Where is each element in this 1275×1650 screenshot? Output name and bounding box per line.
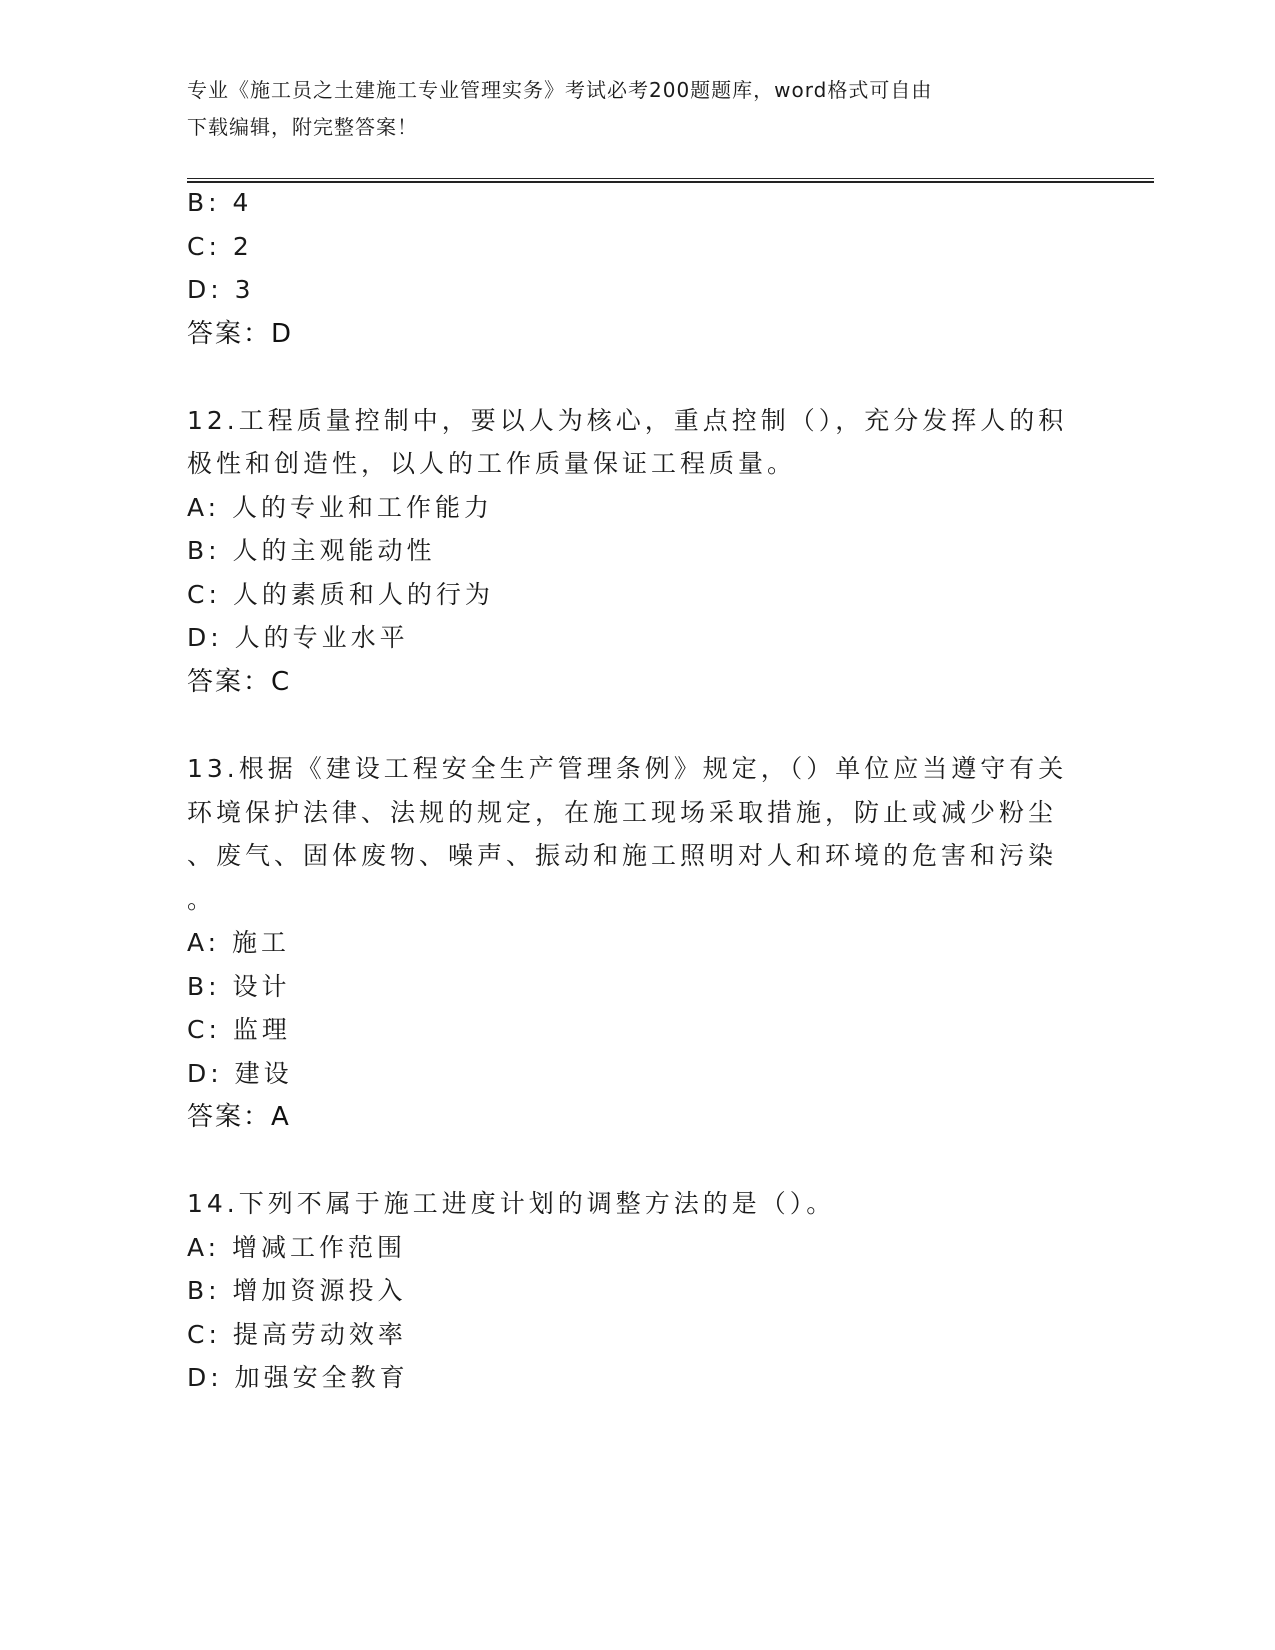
q12-stem-line-1: 12.工程质量控制中，要以人为核心，重点控制（），充分发挥人的积	[187, 406, 1068, 435]
header-divider	[187, 178, 1154, 183]
q13-option-c: C: 监理	[187, 1015, 291, 1044]
q14-option-a: A: 增减工作范围	[187, 1233, 407, 1262]
header-title-line-1: 专业《施工员之土建施工专业管理实务》考试必考200题题库，word格式可自由	[187, 78, 933, 102]
q14-option-b: B: 增加资源投入	[187, 1276, 407, 1305]
q12-stem-line-2: 极性和创造性，以人的工作质量保证工程质量。	[187, 449, 797, 478]
q13-stem-line-3: 、废气、固体废物、噪声、振动和施工照明对人和环境的危害和污染	[187, 841, 1058, 870]
q13-stem-line-2: 环境保护法律、法规的规定，在施工现场采取措施，防止或减少粉尘	[187, 798, 1058, 827]
header-title-line-2: 下载编辑，附完整答案！	[187, 115, 418, 139]
q13-option-b: B: 设计	[187, 972, 291, 1001]
q12-answer: 答案：C	[187, 667, 292, 697]
q14-option-d: D: 加强安全教育	[187, 1363, 409, 1392]
q11-option-c: C: 2	[187, 232, 253, 261]
q13-stem-line-1: 13.根据《建设工程安全生产管理条例》规定，（）单位应当遵守有关	[187, 754, 1068, 783]
q13-answer: 答案：A	[187, 1102, 291, 1132]
q13-option-a: A: 施工	[187, 928, 291, 957]
q11-option-b: B: 4	[187, 188, 253, 217]
q12-option-c: C: 人的素质和人的行为	[187, 580, 494, 609]
q12-option-d: D: 人的专业水平	[187, 623, 409, 652]
q13-stem-line-4: 。	[187, 885, 217, 914]
q11-answer: 答案：D	[187, 319, 294, 349]
q14-option-c: C: 提高劳动效率	[187, 1320, 407, 1349]
q12-option-a: A: 人的专业和工作能力	[187, 493, 494, 522]
q12-option-b: B: 人的主观能动性	[187, 536, 436, 565]
q13-option-d: D: 建设	[187, 1059, 293, 1088]
page-header	[187, 72, 1067, 146]
q14-stem-line-1: 14.下列不属于施工进度计划的调整方法的是（）。	[187, 1189, 836, 1218]
q11-option-d: D: 3	[187, 275, 255, 304]
